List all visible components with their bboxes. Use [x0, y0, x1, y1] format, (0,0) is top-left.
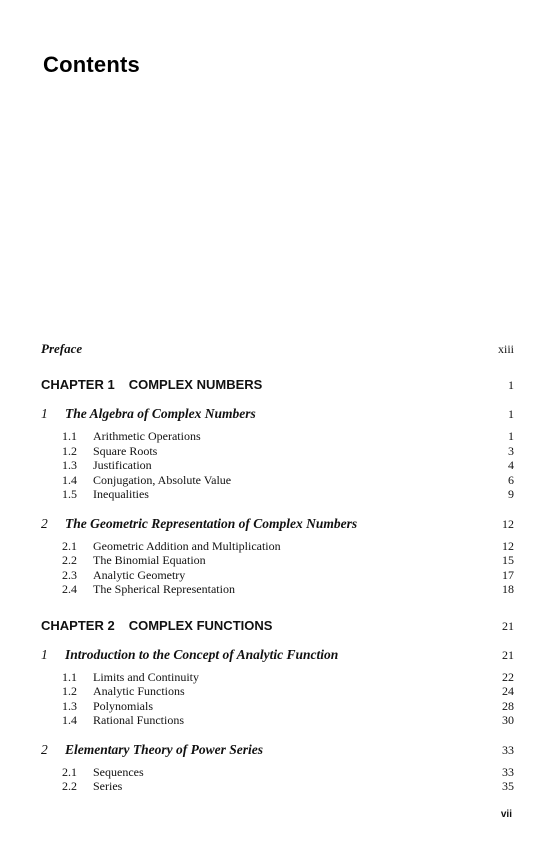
- subsection-entry[interactable]: [41, 429, 514, 444]
- section-heading[interactable]: [41, 646, 514, 664]
- section-heading[interactable]: [41, 515, 514, 533]
- subsection-number: 1.3: [62, 458, 77, 472]
- entry-page: 4: [508, 458, 514, 472]
- subsection-title: Analytic Geometry: [93, 567, 186, 582]
- subsection-number: 2.1: [62, 764, 77, 779]
- subsection-title: Square Roots: [93, 443, 158, 458]
- subsection-number: 1.5: [62, 487, 77, 501]
- subsection-number: 1.3: [62, 698, 77, 713]
- subsection-entry[interactable]: [41, 553, 514, 568]
- subsection-title: Limits and Continuity: [93, 669, 200, 684]
- subsection-number: 2.2: [62, 779, 77, 793]
- subsection-title: Sequences: [93, 764, 144, 779]
- entry-page: 21: [502, 618, 514, 633]
- entry-page: 6: [508, 472, 514, 487]
- subsection-number: 2.2: [62, 553, 77, 567]
- subsection-entry[interactable]: [41, 670, 514, 685]
- section-title: The Algebra of Complex Numbers: [65, 406, 256, 421]
- chapter-heading[interactable]: [41, 617, 514, 635]
- chapter-label: CHAPTER 1: [41, 377, 115, 392]
- entry-title: Preface: [41, 341, 83, 356]
- subsection-title: Analytic Functions: [93, 684, 185, 698]
- subsection-entry[interactable]: [41, 444, 514, 459]
- subsection-entry[interactable]: [41, 458, 514, 473]
- entry-page: 24: [502, 684, 514, 698]
- entry-page: 21: [502, 647, 514, 662]
- chapter-title: COMPLEX NUMBERS: [128, 377, 263, 392]
- subsection-entry[interactable]: [41, 487, 514, 502]
- section-title: Introduction to the Concept of Analytic Function: [65, 646, 339, 662]
- entry-page: 22: [502, 669, 514, 684]
- entry-page: 1: [508, 429, 514, 443]
- subsection-number: 1.2: [62, 684, 77, 698]
- entry-page: 33: [502, 764, 514, 779]
- chapter-label: CHAPTER 2: [41, 617, 115, 633]
- subsection-title: Conjugation, Absolute Value: [93, 472, 232, 487]
- subsection-entry[interactable]: [41, 684, 514, 699]
- section-heading[interactable]: [41, 741, 514, 759]
- subsection-title: Series: [93, 779, 123, 793]
- section-title: Elementary Theory of Power Series: [65, 741, 263, 757]
- entry-page: 9: [508, 487, 514, 501]
- subsection-number: 2.1: [62, 538, 77, 553]
- chapter-title: COMPLEX FUNCTIONS: [128, 617, 273, 633]
- toc-entry-preface[interactable]: [41, 340, 514, 358]
- section-number: 1: [41, 646, 48, 662]
- subsection-number: 1.4: [62, 472, 77, 487]
- table-of-contents: [41, 340, 514, 794]
- subsection-number: 1.1: [62, 429, 77, 443]
- entry-page: xiii: [497, 342, 514, 356]
- subsection-entry[interactable]: [41, 779, 514, 794]
- subsection-number: 2.3: [62, 567, 77, 582]
- chapter-heading[interactable]: [41, 376, 514, 394]
- subsection-title: Inequalities: [93, 487, 149, 501]
- subsection-number: 1.1: [62, 669, 77, 684]
- entry-page: 12: [502, 516, 514, 531]
- section-number: 1: [41, 406, 48, 421]
- subsection-title: Justification: [93, 458, 152, 472]
- subsection-title: The Binomial Equation: [93, 553, 206, 567]
- section-number: 2: [41, 515, 48, 531]
- entry-page: 30: [502, 713, 514, 727]
- entry-page: 28: [502, 698, 514, 713]
- subsection-entry[interactable]: [41, 568, 514, 583]
- subsection-title: Geometric Addition and Multiplication: [93, 538, 281, 553]
- subsection-title: Arithmetic Operations: [93, 429, 201, 443]
- entry-page: 33: [502, 742, 514, 757]
- subsection-title: Polynomials: [93, 698, 154, 713]
- subsection-entry[interactable]: [41, 539, 514, 554]
- entry-page: 17: [502, 567, 514, 582]
- page-title: Contents: [43, 52, 140, 77]
- entry-page: 3: [508, 443, 514, 458]
- subsection-entry[interactable]: [41, 765, 514, 780]
- section-heading[interactable]: [41, 405, 514, 423]
- section-title: The Geometric Representation of Complex Numbers: [65, 515, 358, 531]
- subsection-entry[interactable]: [41, 713, 514, 728]
- subsection-entry[interactable]: [41, 473, 514, 488]
- page-number: vii: [500, 809, 512, 820]
- entry-page: 18: [502, 582, 514, 596]
- subsection-entry[interactable]: [41, 582, 514, 597]
- entry-page: 15: [502, 553, 514, 567]
- entry-page: 12: [502, 538, 514, 553]
- section-number: 2: [41, 741, 48, 757]
- subsection-number: 1.4: [62, 713, 77, 727]
- subsection-number: 1.2: [62, 443, 77, 458]
- subsection-title: Rational Functions: [93, 713, 184, 727]
- subsection-entry[interactable]: [41, 699, 514, 714]
- subsection-number: 2.4: [62, 582, 77, 596]
- entry-page: 1: [508, 378, 514, 392]
- entry-page: 1: [508, 407, 514, 421]
- entry-page: 35: [502, 779, 514, 793]
- subsection-title: The Spherical Representation: [93, 582, 235, 596]
